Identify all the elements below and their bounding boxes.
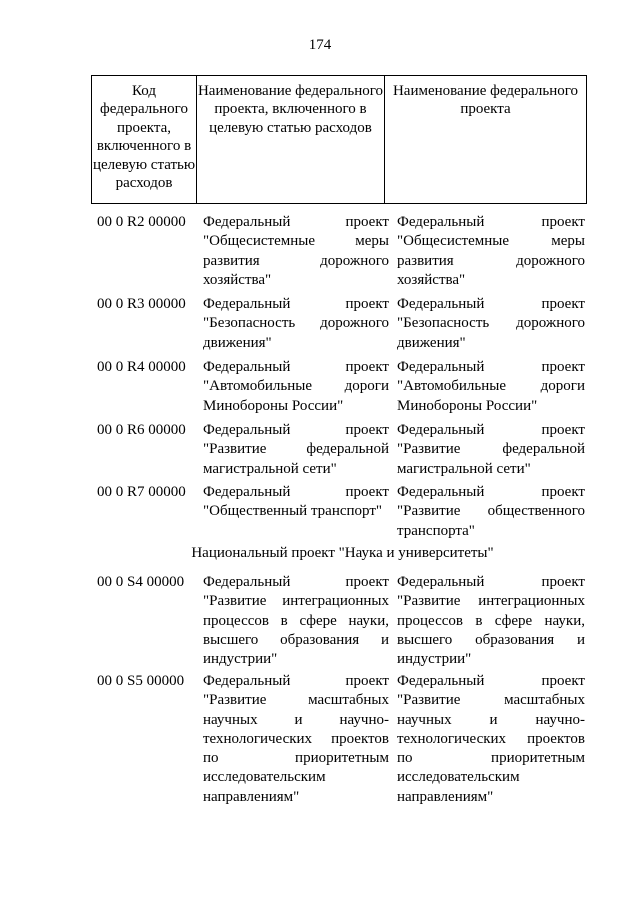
row-name: Федеральный проект "Развитие масштабных научных и научно-технологических проектов по приоритетным исследовательским направлениям" [397, 673, 585, 805]
row-name-included: Федеральный проект "Развитие федеральной магистральной сети" [203, 422, 389, 477]
row-name-included: Федеральный проект "Автомобильные дороги Минобороны России" [203, 359, 389, 414]
row-name: Федеральный проект "Развитие интеграционных процессов в сфере науки, высшего образования и индустрии" [397, 574, 585, 668]
row-name-included: Федеральный проект "Безопасность дорожного движения" [203, 296, 389, 351]
row-name-included: Федеральный проект "Общественный транспорт" [203, 484, 389, 520]
row-name: Федеральный проект "Автомобильные дороги Минобороны России" [397, 359, 585, 414]
row-code: 00 0 R4 00000 [97, 359, 186, 375]
row-name: Федеральный проект "Безопасность дорожного движения" [397, 296, 585, 351]
section-title: Национальный проект "Наука и университеты" [191, 545, 494, 561]
page-number: 174 [308, 37, 332, 53]
row-name-included: Федеральный проект "Развитие интеграционных процессов в сфере науки, высшего образования и индустрии" [203, 574, 389, 668]
row-code: 00 0 S5 00000 [97, 673, 185, 689]
header-name-column: Наименование федерального проекта [392, 83, 579, 118]
row-name: Федеральный проект "Общесистемные меры развития дорожного хозяйства" [397, 214, 585, 288]
row-code: 00 0 R2 00000 [97, 214, 186, 230]
header-name-included-column: Наименование федерального проекта, включенного в целевую статью расходов [197, 76, 385, 203]
row-name: Федеральный проект "Развитие федеральной магистральной сети" [397, 422, 585, 477]
row-code: 00 0 R7 00000 [97, 484, 186, 500]
row-name-included: Федеральный проект "Развитие масштабных научных и научно-технологических проектов по приоритетным исследовательским направлениям" [203, 673, 389, 805]
header-code-column: Код федерального проекта, включенного в целевую статью расходов [92, 76, 197, 203]
table-header [91, 75, 587, 204]
row-code: 00 0 R6 00000 [97, 422, 186, 438]
row-name: Федеральный проект "Развитие общественного транспорта" [397, 484, 585, 539]
row-name-included: Федеральный проект "Общесистемные меры развития дорожного хозяйства" [203, 214, 389, 288]
row-code: 00 0 S4 00000 [97, 574, 185, 590]
row-code: 00 0 R3 00000 [97, 296, 186, 312]
